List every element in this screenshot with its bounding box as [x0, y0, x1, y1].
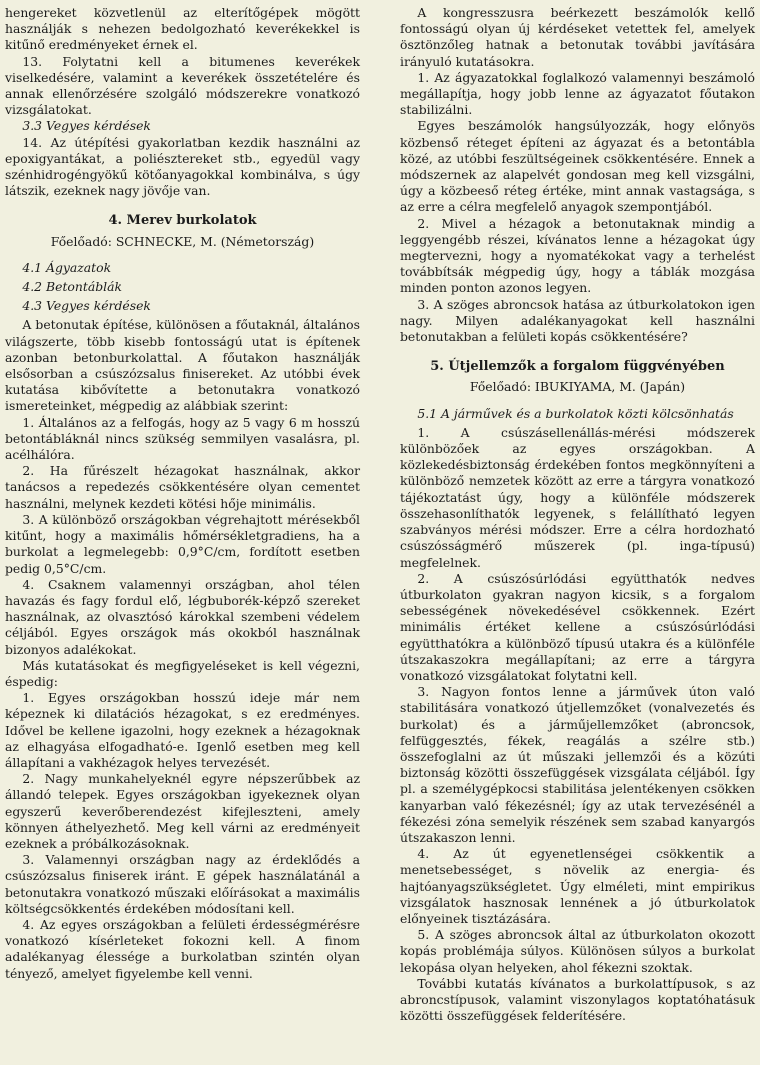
section-4-heading: 4. Merev burkolatok [108, 213, 257, 229]
subsection-5-1: 5.1 A járművek és a burkolatok közti kölcsönhatás [417, 405, 734, 421]
paragraph-14: 14. Az útépítési gyakorlatban kezdik használni az epoxigyantákat, a poliésztereket stb., egyedül vagy szénhidrogéngyökű kötőanyagokkal kombinálva, s úgy látszik, ezeknek nagy jövője van. [5, 134, 360, 199]
paragraph-s6: További kutatás kívánatos a burkolattípusok, s az abroncstípusok, valamint viszonylagos koptatóhatásuk közötti összefüggések felderítésére. [400, 975, 755, 1024]
paragraph-s5: 5. A szöges abroncsok által az útburkolaton okozott kopás problémája súlyos. Különösen súlyos a burkolat lekopása olyan helyeken, ahol fékezni szoktak. [400, 927, 755, 975]
paragraph-research-1: 1. Egyes országokban hosszú ideje már nem képeznek ki dilatációs hézagokat, s ez eredményes. Idővel be kellene igazolni, hogy ezeknek a hézagoknak az elhagyása elfogadható-e. Igenlő esetben meg kell állapítani a vakhézagok helyes tervezését. [5, 690, 360, 770]
paragraph-further-research: Más kutatásokat és megfigyeléseket is kell végezni, éspedig: [5, 657, 360, 689]
section-5-rapporteur: Főelőadó: IBUKIYAMA, M. (Japán) [469, 379, 686, 395]
paragraph-r1: 1. Az ágyazatokkal foglalkozó valamennyi beszámoló megállapítja, hogy jobb lenne az ágyazatot főutakon stabilizálni. [400, 69, 755, 118]
subsection-4-1: 4.1 Ágyazatok [22, 259, 112, 275]
paragraph-research-3: 3. Valamennyi országban nagy az érdeklődés a csúszózsalus finiserek iránt. E gépek használatánál a betonutakra vonatkozó műszaki előírásokat a maximális költségcsökkentés érdekében módosítani kell. [5, 852, 360, 916]
paragraph-s3: 3. Nagyon fontos lenne a járművek úton való stabilitására vonatkozó útjellemzőket (vonalvezetés és burkolat) és a járműjellemzőket (abroncsok, felfüggesztés, fékek, reagálás a szélre stb.) összefoglalni az út műszaki jellemzői és a közúti biztonság közötti összefüggések vizsgálata céljából. Így pl. a személygépkocsi stabilitása jelentékenyen csökken kanyarban való fékezésnél; így az utak tervezésénél a fékezési zóna semelyik részének sem szabad kanyargós útszakaszon lenni. [400, 684, 755, 845]
paragraph-item-3: 3. A különböző országokban végrehajtott mérésekből kitűnt, hogy a maximális hőmérsékletgradiens, ha a burkolat a legmelegebb: 0,9°C/cm, fordított esetben pedig 0,5°C/cm. [5, 511, 360, 576]
paragraph-item-4: 4. Csaknem valamennyi országban, ahol télen havazás és fagy fordul elő, légbuborék-képző szereket használnak, az olvasztósó károkkal szembeni védelem céljából. Egyes országok más okokból használnak bizonyos adalékokat. [5, 576, 360, 657]
subsection-4-2: 4.2 Betontáblák [22, 279, 123, 295]
paragraph-congress: A kongresszusra beérkezett beszámolók kellő fontosságú olyan új kérdéseket vetettek fel, amelyek ösztönzőleg hatnak a betonutak további javítására irányuló kutatásokra. [400, 5, 755, 69]
right-column [400, 5, 755, 1065]
paragraph-research-4: 4. Az egyes országokban a felületi érdességmérésre vonatkozó kísérleteket fokozni kell. A finom adalékanyag élessége a burkolatban szintén olyan tényező, amelyet figyelembe kell venni. [5, 916, 360, 981]
paragraph-research-2: 2. Nagy munkahelyeknél egyre népszerűbbek az állandó telepek. Egyes országokban igyekeznek olyan egyszerű keverőberendezést kifejleszteni, amely könnyen áthelyezhető. Meg kell várni az eredményeit ezeknek a próbálkozásoknak. [5, 771, 360, 851]
paragraph-s2: 2. A csúszósúrlódási együtthatók nedves útburkolaton gyakran nagyon kicsik, s a forgalom sebességének növekedésével csökkennek. Ezért minimális értéket kellene a csúszósúrlódási együtthatókra a különböző típusú utakra és a különféle útszakaszokra megállapítani; az erre a tárgyra vonatkozó vizsgálatokat folytatni kell. [400, 570, 755, 683]
subsection-4-3: 4.3 Vegyes kérdések [22, 298, 151, 314]
paragraph-continuation: hengereket közvetlenül az elterítőgépek mögött használják s nehezen bedolgozható keverékekkel is kitűnő eredményeket érnek el. [5, 5, 360, 53]
section-4-rapporteur: Főelőadó: SCHNECKE, M. (Németország) [50, 233, 315, 249]
section-5-heading: 5. Útjellemzők a forgalom függvényében [430, 359, 725, 375]
paragraph-13: 13. Folytatni kell a bitumenes keverékek viselkedésére, valamint a keverékek összetételére és annak ellenőrzésére szolgáló módszerekre vonatkozó vizsgálatokat. [5, 53, 360, 118]
subsection-3-3: 3.3 Vegyes kérdések [22, 118, 151, 134]
paragraph-intro: A betonutak építése, különösen a főutaknál, általános világszerte, több kisebb fontosságú utat is építenek azonban betonburkolattal. A főutakon használják elsősorban a csúszózsalus finisereket. Az utóbbi évek kutatása kibővítette a betonutakra vonatkozó ismereteinket, mégpedig az alábbiak szerint: [5, 317, 360, 414]
paragraph-s1: 1. A csúszásellenállás-mérési módszerek különbözőek az egyes országokban. A közlekedésbiztonság érdekében fontos megkönnyíteni a különböző nemzetek között az erre a tárgyra vonatkozó tájékoztatást úgy, hogy a különféle módszerek összehasonlíthatók legyenek, s felállítható legyen szabványos mérési módszer. Erre a célra hordozható csúszósságmérő műszerek (pl. inga-típusú) megfelelnek. [400, 424, 755, 570]
left-column [5, 5, 360, 1065]
paragraph-r3: 3. A szöges abroncsok hatása az útburkolatokon igen nagy. Milyen adalékanyagokat kell használni betonutakban a felületi kopás csökkentésére? [400, 296, 755, 345]
paragraph-item-2: 2. Ha fűrészelt hézagokat használnak, akkor tanácsos a repedezés csökkentésére olyan cementet használni, melynek kezdeti kötési hője minimális. [5, 463, 360, 511]
paragraph-item-1: 1. Általános az a felfogás, hogy az 5 vagy 6 m hosszú betontábláknál nincs szükség semmilyen vasalásra, pl. acélhálóra. [5, 414, 360, 463]
paragraph-r1b: Egyes beszámolók hangsúlyozzák, hogy előnyös közbenső réteget építeni az ágyazat és a betontábla közé, az utóbbi feszültségeinek csökkentésére. Ennek a módszernek az alapelvét gondosan meg kell vizsgálni, úgy a közbeeső réteg értéke, mint annak vastagsága, s az erre a célra megfelelő anyagok szempontjából. [400, 118, 755, 215]
paragraph-s4: 4. Az út egyenetlenségei csökkentik a menetsebességet, s növelik az energia- és hajtóanyagszükségletet. Úgy elméleti, mint empirikus vizsgálatok hasznosak lennének a jó útburkolatok előnyeinek tisztázására. [400, 846, 755, 926]
paragraph-r2: 2. Mivel a hézagok a betonutaknak mindig a leggyengébb részei, kívánatos lenne a hézagokat úgy megtervezni, hogy a nyomatékokat vagy a terhelést továbbítsák mégpedig úgy, hogy a táblák mozgása minden ponton azonos legyen. [400, 215, 755, 296]
